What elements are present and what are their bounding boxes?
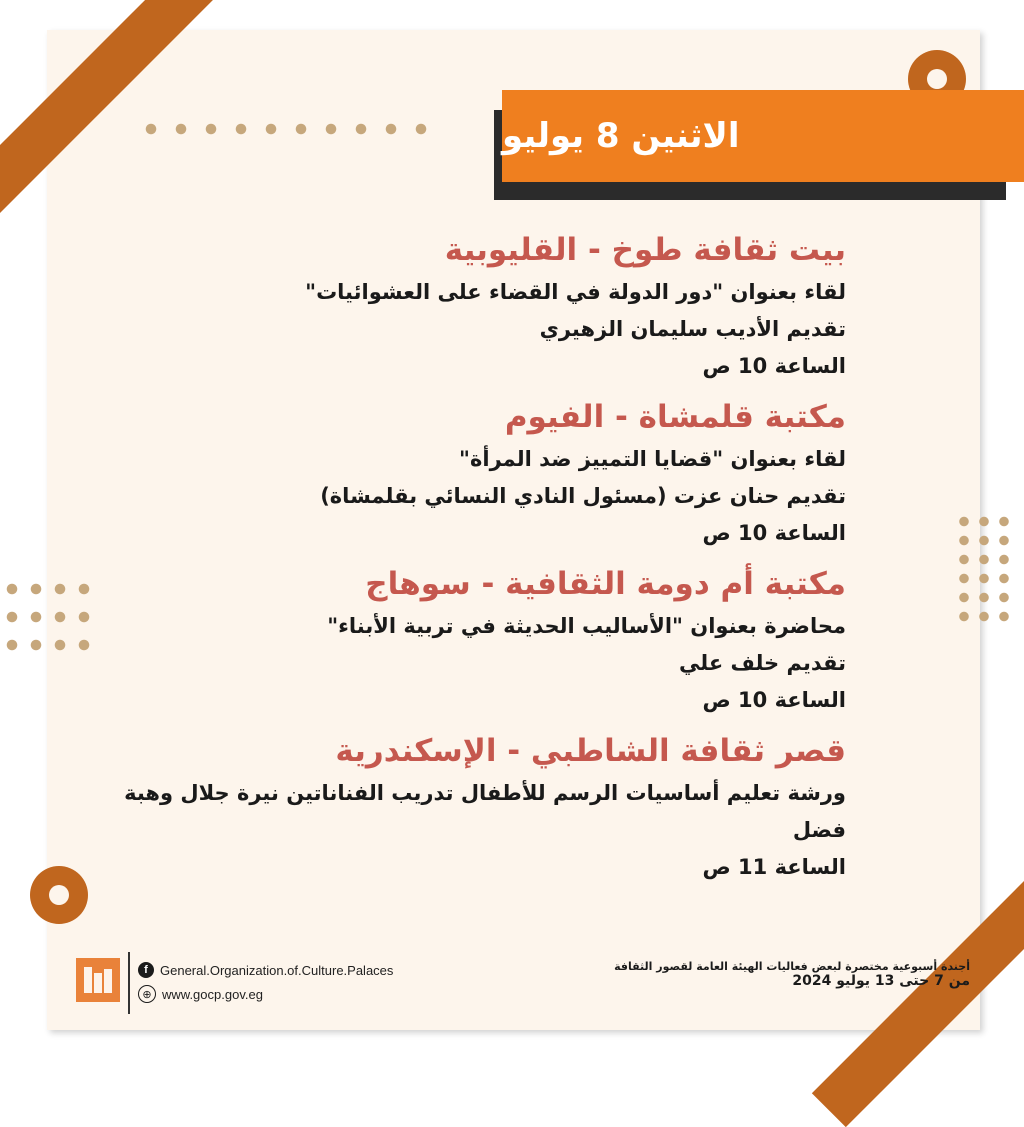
event-time-line: الساعة 11 ص — [702, 855, 846, 879]
facebook-handle: General.Organization.of.Culture.Palaces — [160, 962, 394, 978]
event-presenter-line: تقديم الأديب سليمان الزهيري — [539, 317, 846, 341]
event-title-line: محاضرة بعنوان "الأساليب الحديثة في تربية الأبناء" — [327, 614, 846, 638]
facebook-icon: f — [138, 962, 154, 978]
decorative-dot-row — [136, 123, 436, 135]
events-list — [120, 230, 846, 898]
website-url: www.gocp.gov.eg — [162, 986, 263, 1002]
event-block — [120, 397, 846, 552]
event-block — [120, 230, 846, 385]
event-time-line: الساعة 10 ص — [702, 354, 846, 378]
gocp-logo — [76, 958, 120, 1002]
event-title-line: لقاء بعنوان "قضايا التمييز ضد المرأة" — [459, 447, 846, 471]
footer-divider — [128, 952, 130, 1014]
event-time-line: الساعة 10 ص — [702, 521, 846, 545]
event-presenter-line: تقديم خلف علي — [679, 651, 846, 675]
website-link[interactable] — [138, 985, 263, 1003]
facebook-link[interactable] — [138, 962, 393, 978]
agenda-caption — [600, 960, 970, 989]
agenda-dates: من 7 حتى 13 يوليو 2024 — [792, 973, 970, 989]
event-venue: بيت ثقافة طوخ - القليوبية — [444, 232, 846, 268]
event-title-line: لقاء بعنوان "دور الدولة في القضاء على العشوائيات" — [305, 280, 846, 304]
event-venue: قصر ثقافة الشاطبي - الإسكندرية — [335, 733, 846, 769]
decorative-ring-bottom-left — [30, 866, 88, 924]
globe-icon: ⊕ — [138, 985, 156, 1003]
decorative-dot-grid-left — [0, 575, 96, 659]
event-venue: مكتبة قلمشاة - الفيوم — [504, 399, 846, 435]
header-title: الاثنين 8 يوليو — [502, 116, 740, 156]
agenda-title: أجندة أسبوعية مختصرة لبعض فعاليات الهيئة العامة لقصور الثقافة — [614, 960, 970, 973]
event-title-line: ورشة تعليم أساسيات الرسم للأطفال تدريب الفناناتين نيرة جلال وهبة فضل — [124, 781, 846, 842]
event-presenter-line: تقديم حنان عزت (مسئول النادي النسائي بقلمشاة) — [320, 484, 846, 508]
decorative-dot-grid-right — [954, 512, 1014, 626]
event-venue: مكتبة أم دومة الثقافية - سوهاج — [365, 566, 846, 602]
event-block — [120, 564, 846, 719]
logo-mark-icon — [81, 963, 115, 997]
event-time-line: الساعة 10 ص — [702, 688, 846, 712]
event-block — [120, 731, 846, 886]
